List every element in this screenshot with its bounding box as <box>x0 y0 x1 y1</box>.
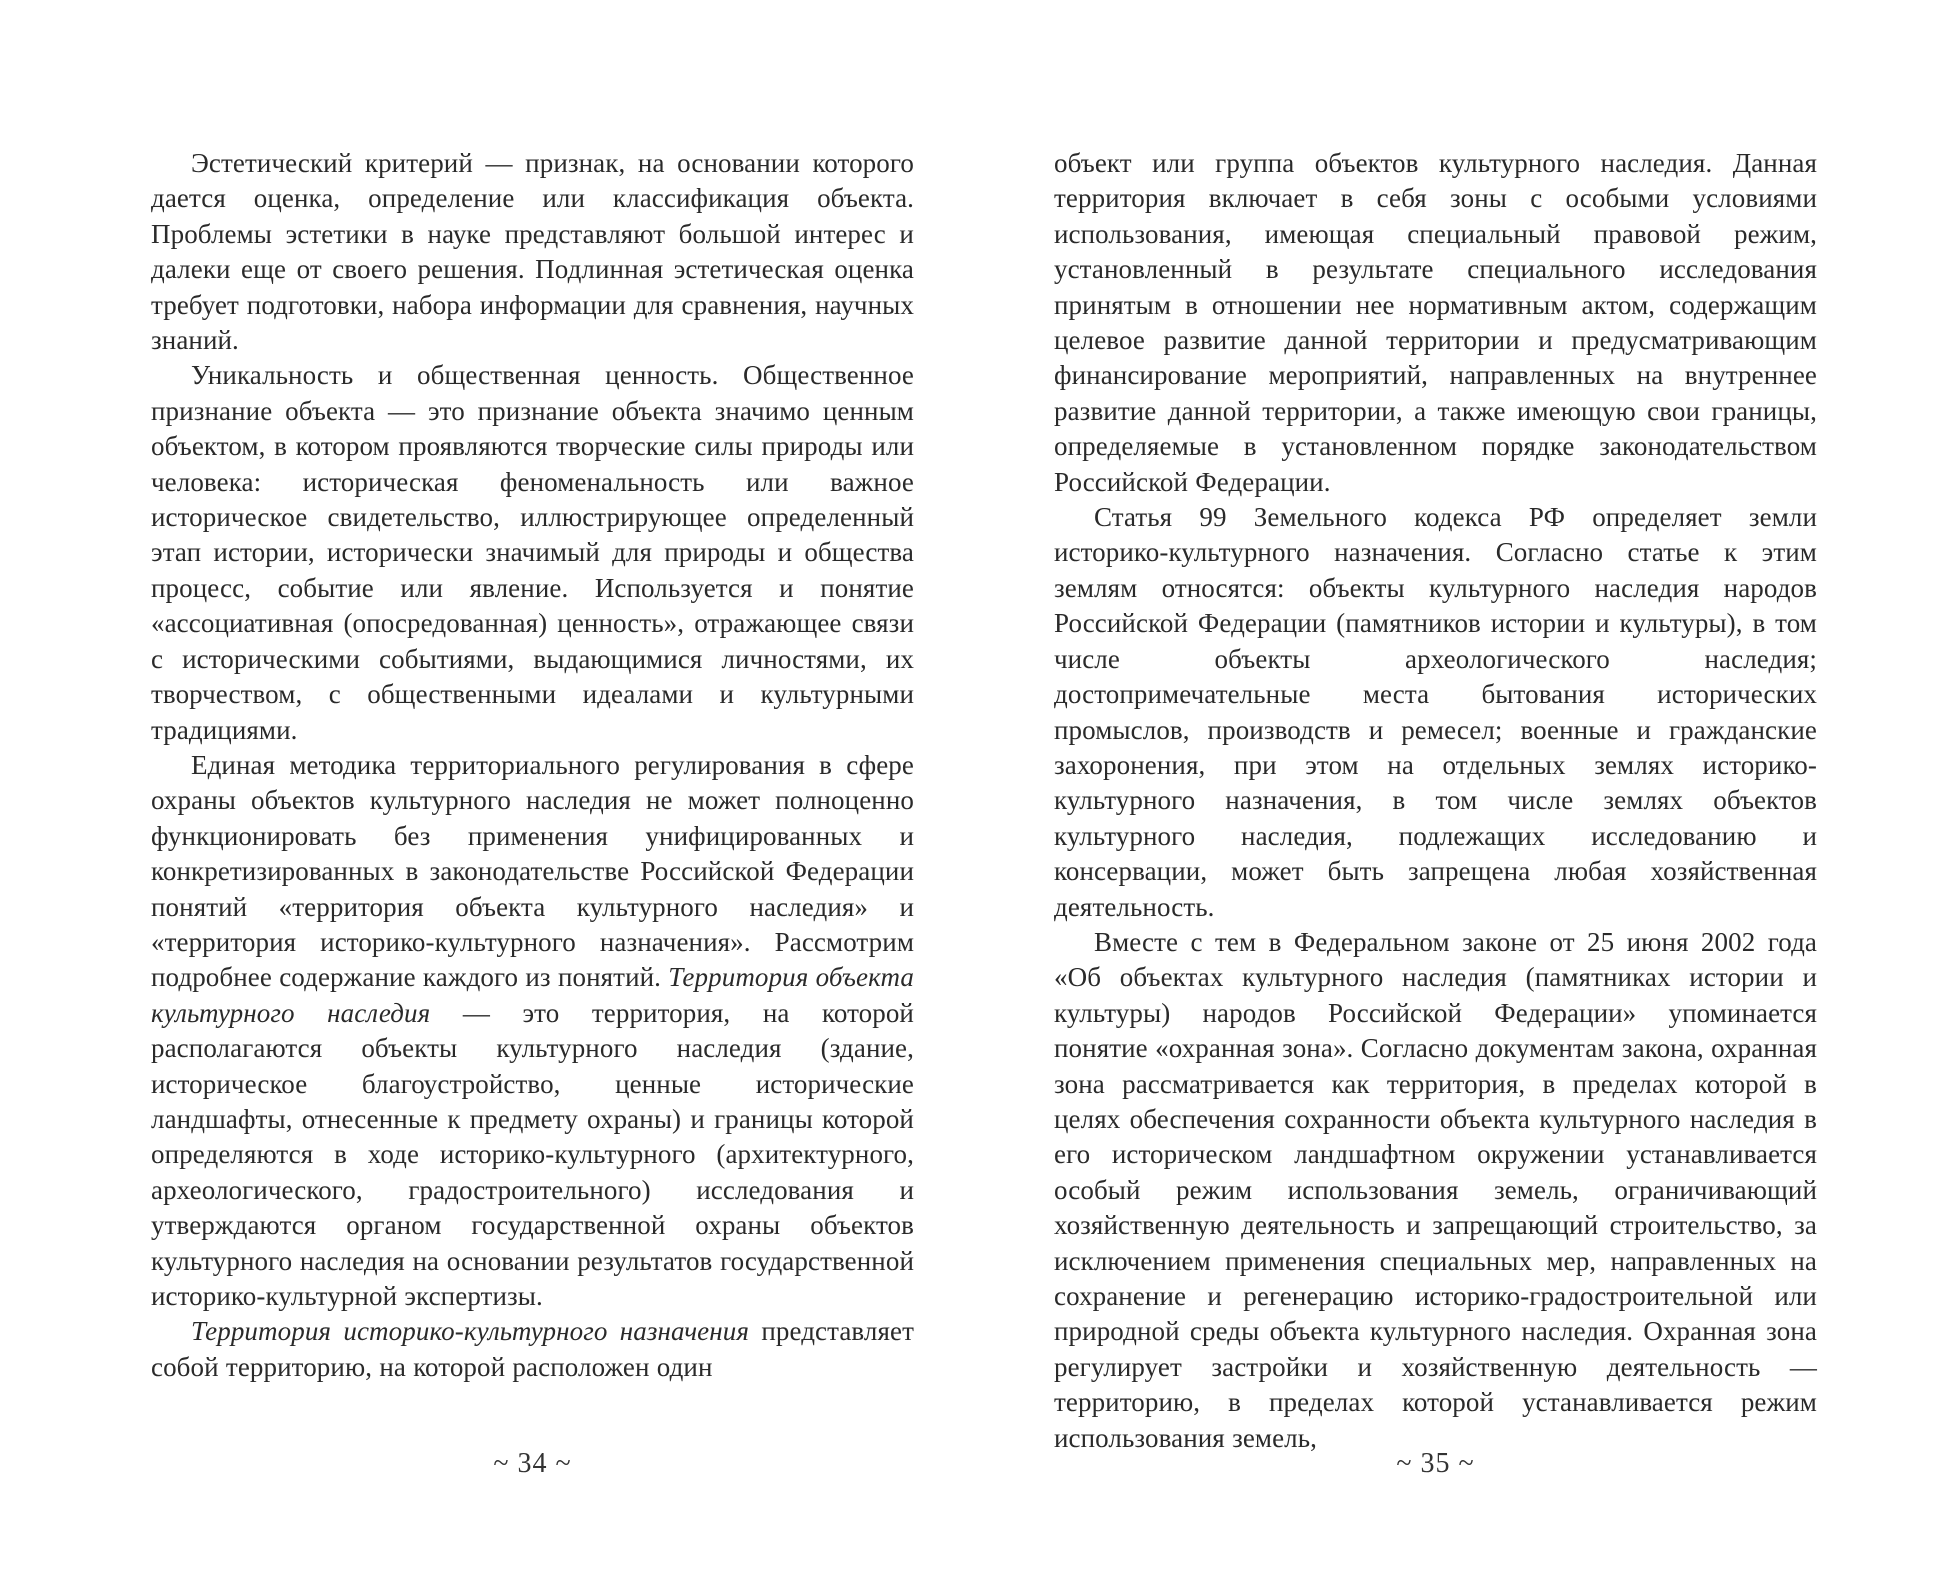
paragraph: Эстетический критерий — признак, на основании которого дается оценка, определение или классификация объекта. Проблемы эстетики в науке представляют большой интерес и далеки еще от своего решения. Подлинная эстетическая оценка требует подготовки, набора информации для сравнения, научных знаний. <box>151 148 914 356</box>
page-number: ~ 34 ~ <box>493 1448 572 1479</box>
paragraph: Статья 99 Земельного кодекса РФ определяет земли историко-культурного назначения. Согласно статье к этим землям относятся: объекты культурного наследия народов Российской Федерации (памятников истории и культуры), в том числе объекты археологического наследия; достопримечательные места бытования исторических промыслов, производств и ремесел; военные и гражданские захоронения, при этом на отдельных землях историко-культурного назначения, в том числе землях объектов культурного наследия, подлежащих исследованию и консервации, может быть запрещена любая хозяйственная деятельность. <box>1054 502 1817 922</box>
paragraph <box>151 1314 914 1385</box>
paragraph <box>151 748 914 1315</box>
paragraph: Вместе с тем в Федеральном законе от 25 июня 2002 года «Об объектах культурного наследия (памятниках истории и культуры) народов Российской Федерации» упоминается понятие «охранная зона». Согласно документам закона, охранная зона рассматривается как территория, в пределах которой в целях обеспечения сохранности объекта культурного наследия в его историческом ландшафтном окружении устанавливается особый режим использования земель, ограничивающий хозяйственную деятельность и запрещающий строительство, за исключением применения специальных мер, направленных на сохранение и регенерацию историко-градостроительной или природной среды объекта культурного наследия. Охранная зона регулирует застройки и хозяйственную деятельность — территорию, в пределах которой устанавливается режим использования земель, <box>1054 926 1817 1453</box>
page-number: ~ 35 ~ <box>1396 1448 1475 1479</box>
right-page <box>979 0 1958 1582</box>
paragraph: объект или группа объектов культурного наследия. Данная территория включает в себя зоны с особыми условиями использования, имеющая специальный правовой режим, установленный в результате специального исследования принятым в отношении нее нормативным актом, содержащим целевое развитие данной территории и предусматривающим финансирование мероприятий, направленных на внутреннее развитие данной территории, а также имеющую свои границы, определяемые в установленном порядке законодательством Российской Федерации. <box>1054 148 1817 497</box>
paragraph-text: — это территория, на которой располагаются объекты культурного наследия (здание, историческое благоустройство, ценные исторические ландшафты, отнесенные к предмету охраны) и границы которой определяются в ходе историко-культурного (архитектурного, археологического, градостроительного) исследования и утверждаются органом государственной охраны объектов культурного наследия на основании результатов государственной историко-культурной экспертизы. <box>151 997 914 1311</box>
italic-term: Территория историко-культурного назначения <box>191 1316 750 1347</box>
paragraph: Уникальность и общественная ценность. Общественное признание объекта — это признание объекта значимо ценным объектом, в котором проявляются творческие силы природы или человека: историческая феноменальность или важное историческое свидетельство, иллюстрирующее определенный этап истории, исторически значимый для природы и общества процесс, событие или явление. Используется и понятие «ассоциативная (опосредованная) ценность», отражающее связи с историческими событиями, выдающимися личностями, их творчеством, с общественными идеалами и культурными традициями. <box>151 360 914 745</box>
right-page-text <box>1054 146 1817 1456</box>
italic-term: Территория объекта культурного наследия <box>151 962 914 1028</box>
paragraph-text: Единая методика территориального регулирования в сфере охраны объектов культурного наследия не может полноценно функционировать без применения унифицированных и конкретизированных в законодательстве Российской Федерации понятий «территория объекта культурного наследия» и «территория историко-культурного назначения». Рассмотрим подробнее содержание каждого из понятий. <box>151 749 914 993</box>
paragraph-text: представляет собой территорию, на которой расположен один <box>151 1316 914 1382</box>
left-page-text <box>151 146 914 1385</box>
